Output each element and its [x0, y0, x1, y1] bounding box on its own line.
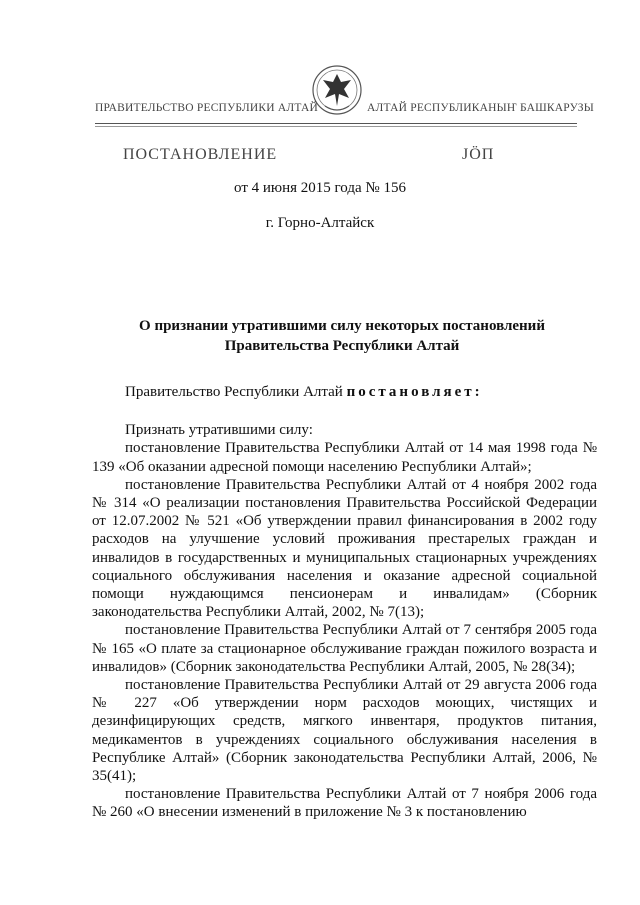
header-right-title: АЛТАЙ РЕСПУБЛИКАНЫҤ БАШКАРУЗЫ	[367, 102, 594, 114]
paragraph: постановление Правительства Республики Алтай от 7 сентября 2005 года № 165 «О плате за стационарное обслуживание граждан пожилого возраста и инвалидов» (Сборник законодательства Республики Алтай, 2005, № 28(34);	[92, 622, 597, 675]
header-left-title: ПРАВИТЕЛЬСТВО РЕСПУБЛИКИ АЛТАЙ	[95, 102, 319, 114]
document-city: г. Горно-Алтайск	[265, 215, 375, 231]
document-title: О признании утратившими силу некоторых постановлений Правительства Республики Алтай	[139, 318, 545, 354]
decree-lead: Правительство Республики Алтай	[125, 384, 343, 400]
document-body	[92, 383, 597, 822]
document-date-number: от 4 июня 2015 года № 156	[234, 180, 406, 196]
document-type: ПОСТАНОВЛЕНИЕ	[123, 146, 278, 163]
header-divider-thin	[95, 126, 577, 127]
decree-line	[92, 383, 597, 401]
paragraph: постановление Правительства Республики Алтай от 14 мая 1998 года № 139 «Об оказании адресной помощи населению Республики Алтай»;	[92, 440, 597, 475]
paragraph: постановление Правительства Республики Алтай от 7 ноября 2006 года № 260 «О внесении изменений в приложение № 3 к постановлению	[92, 786, 597, 821]
paragraph: Признать утратившими силу:	[125, 422, 313, 439]
header-divider	[95, 123, 577, 124]
document-type-altai: ЈÖП	[462, 146, 495, 163]
letterhead	[95, 62, 595, 132]
decree-verb: постановляет:	[346, 384, 483, 400]
paragraph: постановление Правительства Республики Алтай от 4 ноября 2002 года № 314 «О реализации постановления Правительства Российской Федерации от 12.07.2002 № 521 «Об утверждении правил финансирования в 2002 году расходов на улучшение условий проживания престарелых граждан и инвалидов в государственных и муниципальных стационарных учреждениях социального обслуживания населения и оказание адресной социальной помощи нуждающимся пенсионерам и инвалидам» (Сборник законодательства Республики Алтай, 2002, № 7(13);	[92, 476, 597, 621]
paragraph: постановление Правительства Республики Алтай от 29 августа 2006 года № 227 «Об утверждении норм расходов моющих, чистящих и дезинфицирующих средств, мягкого инвентаря, продуктов питания, медикаментов в учреждениях социального обслуживания населения в Республике Алтай» (Сборник законодательства Республики Алтай, 2006, № 35(41);	[92, 677, 597, 785]
coat-of-arms-icon	[311, 62, 363, 120]
